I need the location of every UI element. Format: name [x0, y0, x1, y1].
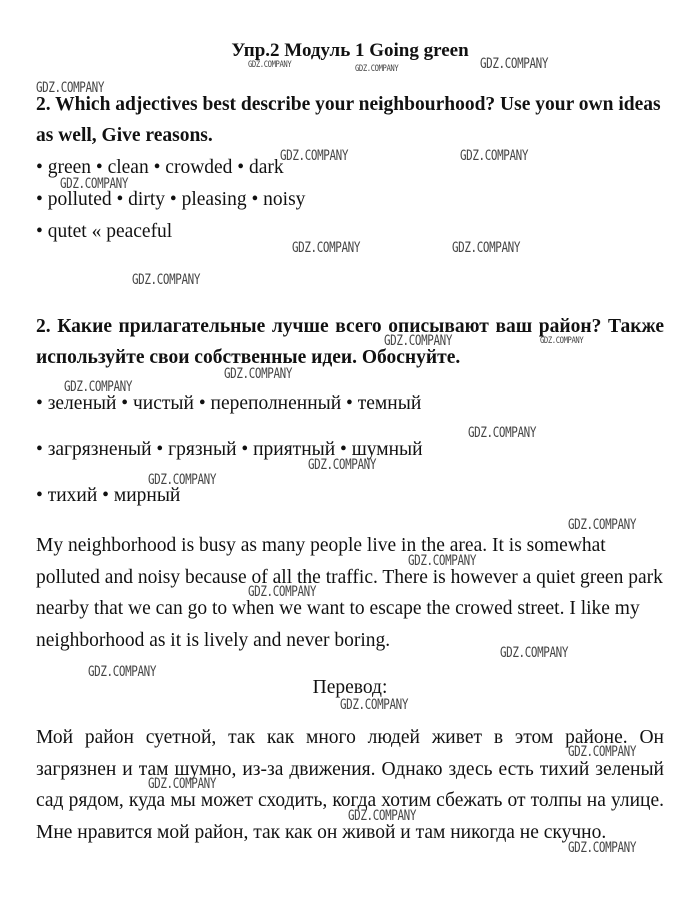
watermark: GDZ.COMPANY — [224, 366, 293, 382]
watermark: GDZ.COMPANY — [292, 240, 361, 256]
watermark: GDZ.COMPANY — [308, 457, 377, 473]
watermark: GDZ.COMPANY — [384, 333, 453, 349]
english-adjectives-line-1: • green • clean • crowded • dark — [36, 157, 284, 178]
watermark: GDZ.COMPANY — [88, 664, 157, 680]
english-adjectives-line-2: • polluted • dirty • pleasing • noisy — [36, 189, 306, 210]
watermark: GDZ.COMPANY — [408, 553, 477, 569]
english-adjectives-line-3: • qutet « peaceful — [36, 221, 173, 242]
watermark: GDZ.COMPANY — [568, 517, 637, 533]
translation-label: Перевод: — [312, 677, 388, 698]
watermark: GDZ.COMPANY — [355, 64, 399, 74]
watermark: GDZ.COMPANY — [248, 60, 292, 70]
russian-adjectives-line-2: • загрязненый • грязный • приятный • шумный — [36, 439, 423, 460]
watermark: GDZ.COMPANY — [348, 808, 417, 824]
russian-adjectives-line-1: • зеленый • чистый • переполненный • темный — [36, 393, 422, 414]
watermark: GDZ.COMPANY — [568, 840, 637, 856]
watermark: GDZ.COMPANY — [340, 697, 409, 713]
watermark: GDZ.COMPANY — [64, 379, 133, 395]
watermark: GDZ.COMPANY — [280, 148, 349, 164]
watermark: GDZ.COMPANY — [568, 744, 637, 760]
watermark: GDZ.COMPANY — [460, 148, 529, 164]
russian-adjectives-line-3: • тихий • мирный — [36, 485, 181, 506]
watermark: GDZ.COMPANY — [148, 776, 217, 792]
page-title: Упр.2 Модуль 1 Going green — [231, 40, 469, 61]
watermark: GDZ.COMPANY — [500, 645, 569, 661]
watermark: GDZ.COMPANY — [148, 472, 217, 488]
russian-task: 2. Какие прилагательные лучше всего описывают ваш район? Также используйте свои собственные идеи. Обоснуйте. — [36, 316, 664, 368]
watermark: GDZ.COMPANY — [60, 176, 129, 192]
translation-paragraph: Мой район суетной, так как много людей живет в этом районе. Он загрязнен и там шумно, из-за движения. Однако здесь есть тихий зеленый сад рядом, куда мы может сходить, когда хотим сбежать от толпы на улице. Мне нравится мой район, так как он живой и там никогда не скучно. — [36, 727, 664, 843]
watermark: GDZ.COMPANY — [540, 336, 584, 346]
watermark: GDZ.COMPANY — [480, 56, 549, 72]
watermark: GDZ.COMPANY — [468, 425, 537, 441]
english-task: 2. Which adjectives best describe your neighbourhood? Use your own ideas as well, Give reasons. — [36, 94, 661, 146]
watermark: GDZ.COMPANY — [36, 80, 105, 96]
watermark: GDZ.COMPANY — [132, 272, 201, 288]
watermark: GDZ.COMPANY — [452, 240, 521, 256]
watermark: GDZ.COMPANY — [248, 584, 317, 600]
answer-paragraph: My neighborhood is busy as many people live in the area. It is somewhat polluted and noisy because of all the traffic. There is however a quiet green park nearby that we can go to when we want to escape the crowed street. I like my neighborhood as it is lively and never boring. — [36, 535, 663, 651]
